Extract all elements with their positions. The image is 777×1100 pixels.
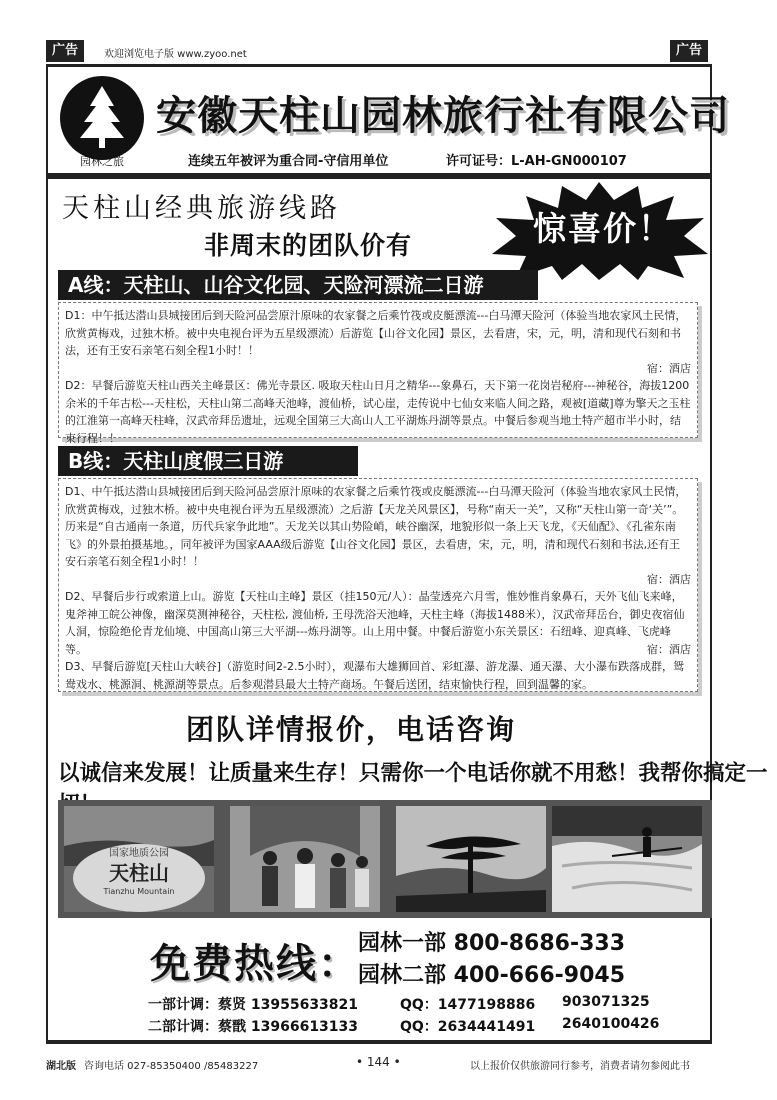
footer-note: 以上报价仅供旅游同行参考，消费者请勿参阅此书	[470, 1061, 690, 1072]
hotline-dept-1: 园林一部 800-8686-333	[358, 931, 625, 956]
line-b-day-2-stay: 宿：酒店	[647, 642, 691, 656]
svg-text:国家地质公园: 国家地质公园	[109, 848, 169, 859]
promise-slogan: 以诚信来发展！让质量来生存！只需你一个电话你就不用愁！我帮你搞定一	[58, 761, 768, 786]
contact-row-2-qq: QQ：2634441491	[400, 1019, 536, 1035]
svg-text:Tianzhu Mountain: Tianzhu Mountain	[103, 887, 175, 896]
header-divider	[48, 173, 710, 179]
bottom-divider	[46, 1042, 712, 1044]
routes-title: 天柱山经典旅游线路	[62, 193, 341, 224]
line-b-heading: B线：天柱山度假三日游	[58, 446, 358, 476]
credential-text: 连续五年被评为重合同-守信用单位	[188, 154, 389, 169]
contact-row-1-qq: QQ：1477198886	[400, 997, 536, 1013]
rafting-photo	[552, 806, 702, 912]
group-photo	[230, 806, 380, 912]
logo-caption: 园林之旅	[80, 155, 124, 168]
line-b-day-3: D3、早餐后游览[天柱山大峡谷]（游览时间2-2.5小时），观瀑布大雄狮回首、彩虹瀑、游龙瀑、通天瀑、大小瀑布跌落成群，鸳鸯戏水、桃源洞、桃源湖等景点。后参观潜县最大土特产商场。午餐后送团，结束愉快行程，回到温馨的家。	[65, 660, 685, 691]
company-name: 安徽天柱山园林旅行社有限公司	[156, 93, 730, 139]
contact-row-1-planner: 一部计调：蔡贤 13955633821	[148, 997, 359, 1013]
line-a-day-2: D2：早餐后游览天柱山西关主峰景区：佛光寺景区. 吸取天柱山日月之精华---象鼻石，天下第一花岗岩秘府---神秘谷，海拔1200余米的千年古松---天柱松，天柱山第二高峰天池峰，渡仙桥，试心崖，走传说中七仙女来临人间之路，观被[道藏]尊为擎天之玉柱的江淮第一高峰天柱峰，汉武帝拜岳遗址，远观全国第三大高山人工平湖炼丹湖等景点。中餐后参观当地土特产超市半小时，结束行程！！	[65, 379, 691, 445]
group-quote-slogan: 团队详情报价，电话咨询	[186, 713, 517, 746]
edition-label: 湖北版	[46, 1061, 76, 1072]
contact-row-2-qq2: 2640100426	[562, 1016, 660, 1032]
contact-row-2-planner: 二部计调：蔡戬 13966613133	[148, 1019, 359, 1035]
line-b-day-1-stay: 宿：酒店	[647, 572, 691, 586]
ad-tag-left: 广告	[46, 40, 84, 62]
svg-text:天柱山: 天柱山	[109, 861, 169, 885]
line-a-day-1: D1：中午抵达潜山县城接团后到天险河品尝原汁原味的农家餐之后乘竹筏或皮艇漂流---白马潭天险河（体验当地农家风土民情，欣赏黄梅戏，过独木桥。被中央电视台评为五星级漂流）后游览【山谷文化园】景区，去看唐，宋，元，明，清和现代石刻和书法，还有王安石亲笔石刻全程1小时！！ 宿：酒店	[65, 307, 691, 377]
routes-subtitle: 非周末的团队价有	[204, 231, 413, 260]
line-b-day-1: D1、中午抵达潜山县城接团后到天险河品尝原汁原味的农家餐之后乘竹筏或皮艇漂流---白马潭天险河（体验当地农家风土民情，欣赏黄梅戏，过独木桥。被中央电视台评为五星级漂流）之后游【天龙关风景区】，号称“南天一关”，又称“天柱山第一奇‘关’”。历来是“自古通南一条道，历代兵家争此地”。天龙关以其山势险峭，峡谷幽深，地貌形似一条上天飞龙，《天仙配》、《孔雀东南飞》的外景拍摄基地。，同年被评为国家AAA级后游览【山谷文化园】景区，去看唐，宋，元，明，清和现代石刻和书法,还有王安石亲笔石刻全程1小时！！ 宿：酒店	[65, 483, 691, 588]
line-a-day-1-stay: 宿：酒店	[647, 361, 691, 375]
line-a-itinerary	[58, 302, 698, 445]
footer-phone: 咨询电话 027-85350400 /85483227	[84, 1061, 259, 1072]
ad-tag-right: 广告	[670, 40, 708, 62]
hotline-label: 免费热线：	[150, 941, 360, 987]
pine-tree-photo	[396, 806, 546, 912]
line-b-itinerary	[58, 478, 698, 692]
pine-tree-logo-icon	[60, 76, 144, 160]
surprise-price-text: 惊喜价！	[533, 209, 673, 248]
license-number: 许可证号：L-AH-GN000107	[446, 154, 627, 169]
geopark-stone-photo	[64, 806, 214, 912]
site-url-text: 欢迎浏览电子版 www.zyoo.net	[104, 49, 247, 60]
contact-row-1-qq2: 903071325	[562, 994, 650, 1010]
line-a-heading: A线：天柱山、山谷文化园、天险河漂流二日游	[58, 270, 538, 300]
page-number: • 144 •	[356, 1055, 401, 1069]
line-b-day-2: D2、早餐后步行或索道上山。游览【天柱山主峰】景区（挂150元/人）：晶莹透亮六月雪，惟妙惟肖象鼻石，天外飞仙飞来峰，鬼斧神工皖公神像，幽深莫测神秘谷，天柱松, 渡仙桥, 王母洗浴天池峰，天柱主峰（海拔1488米），汉武帝拜岳台，御史夜宿仙人洞，惊险绝伦青龙仙境、中国高山第三大平湖---炼丹湖等。山上用中餐。中餐后游览小东关景区：石纽峰、迎真峰、飞虎峰等。 宿：酒店	[65, 588, 691, 658]
hotline-dept-2: 园林二部 400-666-9045	[358, 963, 625, 988]
